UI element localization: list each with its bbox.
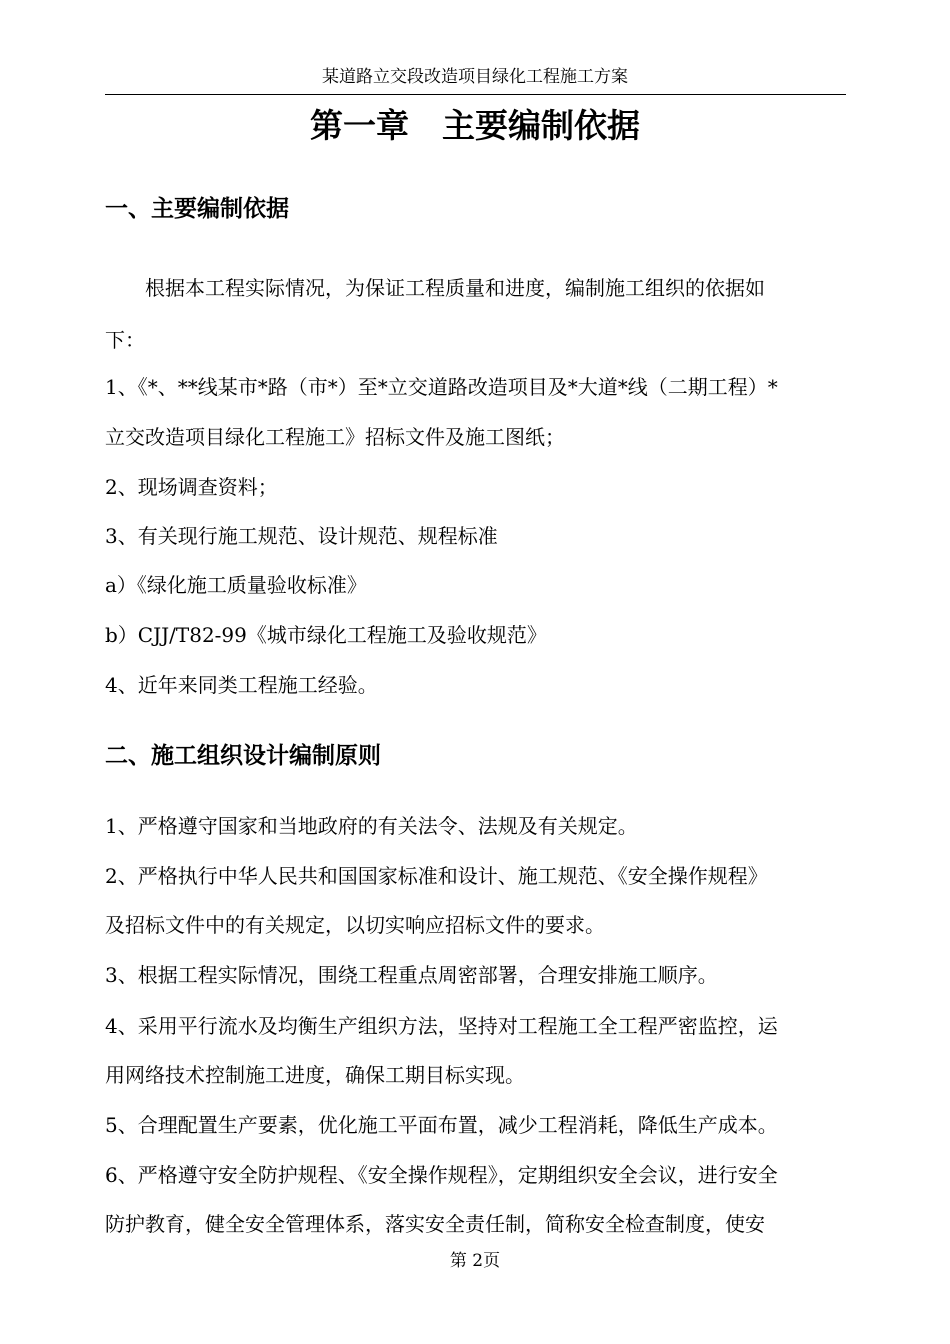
paragraph-line: 2、现场调查资料； bbox=[105, 475, 278, 499]
paragraph-line: 5、合理配置生产要素，优化施工平面布置，减少工程消耗，降低生产成本。 bbox=[105, 1113, 778, 1137]
running-header: 某道路立交段改造项目绿化工程施工方案 bbox=[322, 67, 628, 87]
paragraph-line: 3、根据工程实际情况，围绕工程重点周密部署，合理安排施工顺序。 bbox=[105, 963, 718, 987]
paragraph-line: 4、近年来同类工程施工经验。 bbox=[105, 673, 378, 697]
paragraph-line: 2、严格执行中华人民共和国国家标准和设计、施工规范、《安全操作规程》 bbox=[105, 864, 768, 888]
paragraph-line: 根据本工程实际情况，为保证工程质量和进度，编制施工组织的依据如 bbox=[105, 276, 765, 300]
chapter-title: 第一章 主要编制依据 bbox=[310, 106, 640, 145]
paragraph-line: 下： bbox=[105, 328, 145, 352]
paragraph-line: 4、采用平行流水及均衡生产组织方法，坚持对工程施工全工程严密监控，运 bbox=[105, 1014, 778, 1038]
paragraph-line: 1、严格遵守国家和当地政府的有关法令、法规及有关规定。 bbox=[105, 814, 638, 838]
paragraph-line: 6、严格遵守安全防护规程、《安全操作规程》，定期组织安全会议，进行安全 bbox=[105, 1163, 778, 1187]
page-number: 第 2页 bbox=[449, 1251, 501, 1271]
section-heading-2: 二、施工组织设计编制原则 bbox=[105, 743, 381, 769]
paragraph-line: 防护教育，健全安全管理体系，落实安全责任制，简称安全检查制度，使安 bbox=[105, 1212, 765, 1236]
paragraph-line: 立交改造项目绿化工程施工》招标文件及施工图纸； bbox=[105, 425, 565, 449]
paragraph-line: 用网络技术控制施工进度，确保工期目标实现。 bbox=[105, 1063, 525, 1087]
section-heading-1: 一、主要编制依据 bbox=[105, 196, 289, 222]
header-rule bbox=[105, 94, 846, 95]
paragraph-line: 及招标文件中的有关规定，以切实响应招标文件的要求。 bbox=[105, 913, 605, 937]
paragraph-line: 3、有关现行施工规范、设计规范、规程标准 bbox=[105, 524, 498, 548]
paragraph-line: a）《绿化施工质量验收标准》 bbox=[105, 573, 367, 597]
paragraph-line: 1、《*、**线某市*路（市*）至*立交道路改造项目及*大道*线（二期工程）* bbox=[105, 375, 778, 399]
paragraph-line: b）CJJ/T82-99《城市绿化工程施工及验收规范》 bbox=[105, 623, 547, 647]
